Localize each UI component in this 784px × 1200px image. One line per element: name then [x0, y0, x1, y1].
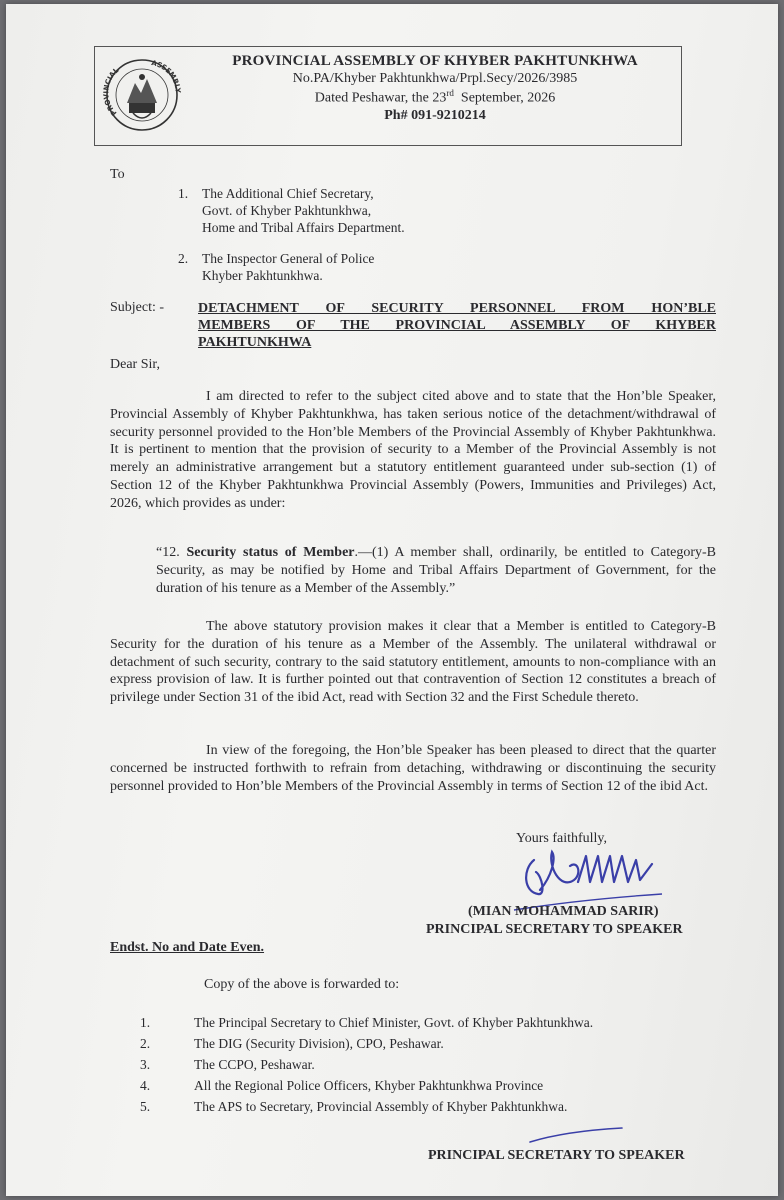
to-label: To: [110, 167, 125, 182]
endorsement-designation: PRINCIPAL SECRETARY TO SPEAKER: [428, 1148, 685, 1163]
closing: Yours faithfully,: [516, 831, 608, 846]
seal-text-left: PROVINCIAL: [103, 66, 121, 118]
list-item: 2. The DIG (Security Division), CPO, Peshawar.: [140, 1036, 444, 1051]
paragraph-2: The above statutory provision makes it clear that a Member is entitled to Category-B Security for the duration of his tenure as a Member of the Assembly. The unilateral withdrawal or detachment of such security, contrary to the said statutory entitlement, amounts to non-compliance with an express provision of law. It is further pointed out that contravention of Section 12 constitutes a breach of privilege under Section 31 of the ibid Act, read with Section 32 and the First Schedule thereto.: [110, 619, 716, 706]
letter-date: Dated Peshawar, the 23rd September, 2026: [314, 88, 556, 106]
statute-quote: “12. Security status of Member.—(1) A member shall, ordinarily, be entitled to Category-B Security, as may be notified by Home and Tribal Affairs Department of Government, for the duration of his tenure as a Member of the Assembly.”: [156, 545, 717, 596]
list-item: 5. The APS to Secretary, Provincial Assembly of Khyber Pakhtunkhwa.: [140, 1099, 568, 1114]
signatory-designation: PRINCIPAL SECRETARY TO SPEAKER: [426, 922, 683, 937]
phone-number: Ph# 091-9210214: [384, 107, 486, 123]
svg-text:PROVINCIAL: [103, 66, 121, 117]
assembly-seal-icon: [103, 53, 181, 137]
quote-heading: Security status of Member: [186, 545, 355, 560]
addressee-2: 2. The Inspector General of Police Khyber Pakhtunkhwa.: [178, 251, 375, 283]
seal-text-right: ASSEMBLY: [150, 59, 181, 94]
reference-number: No.PA/Khyber Pakhtunkhwa/Prpl.Secy/2026/3985: [292, 71, 578, 86]
list-item: 1. The Principal Secretary to Chief Minister, Govt. of Khyber Pakhtunkhwa.: [140, 1015, 594, 1030]
initial-mark: [526, 1124, 626, 1146]
subject-text: DETACHMENT OF SECURITY PERSONNEL FROM HON’BLE MEMBERS OF THE PROVINCIAL ASSEMBLY OF KHYBER PAKHTUNKHWA: [198, 301, 716, 350]
endorsement-intro: Copy of the above is forwarded to:: [204, 977, 400, 992]
list-item: 3. The CCPO, Peshawar.: [140, 1057, 315, 1072]
addressee-1: 1. The Additional Chief Secretary, Govt. of Khyber Pakhtunkhwa, Home and Tribal Affairs Department.: [178, 186, 405, 235]
list-item: 4. All the Regional Police Officers, Khyber Pakhtunkhwa Province: [140, 1078, 544, 1093]
salutation: Dear Sir,: [110, 357, 160, 372]
letter-page: [6, 4, 778, 1196]
paragraph-3: In view of the foregoing, the Hon’ble Speaker has been pleased to direct that the quarter concerned be instructed forthwith to refrain from detaching, withdrawing or discontinuing the security personnel provided to Hon’ble Members of the Provincial Assembly in terms of Section 12 of the ibid Act.: [110, 743, 716, 794]
endorsement-list: [140, 1014, 720, 1119]
letterhead-text: [195, 53, 675, 124]
endorsement-heading: Endst. No and Date Even.: [110, 940, 265, 955]
letterhead: [94, 46, 682, 146]
assembly-title: PROVINCIAL ASSEMBLY OF KHYBER PAKHTUNKHWA: [232, 53, 638, 69]
subject-label: Subject: -: [110, 300, 165, 315]
signatory-name: (MIAN MOHAMMAD SARIR): [468, 904, 659, 919]
paragraph-1: I am directed to refer to the subject cited above and to state that the Hon’ble Speaker, Provincial Assembly of Khyber Pakhtunkhwa, has taken serious notice of the detachment/withdrawal of security personnel provided to the Hon’ble Members of the Provincial Assembly of Khyber Pakhtunkhwa. It is pertinent to mention that the provision of security to a Member of the Provincial Assembly is not merely an administrative arrangement but a statutory entitlement guaranteed under sub-section (1) of Section 12 of the Khyber Pakhtunkhwa Provincial Assembly (Powers, Immunities and Privileges) Act, 2026, which provides as under:: [110, 389, 716, 511]
svg-text:ASSEMBLY: [151, 59, 181, 94]
